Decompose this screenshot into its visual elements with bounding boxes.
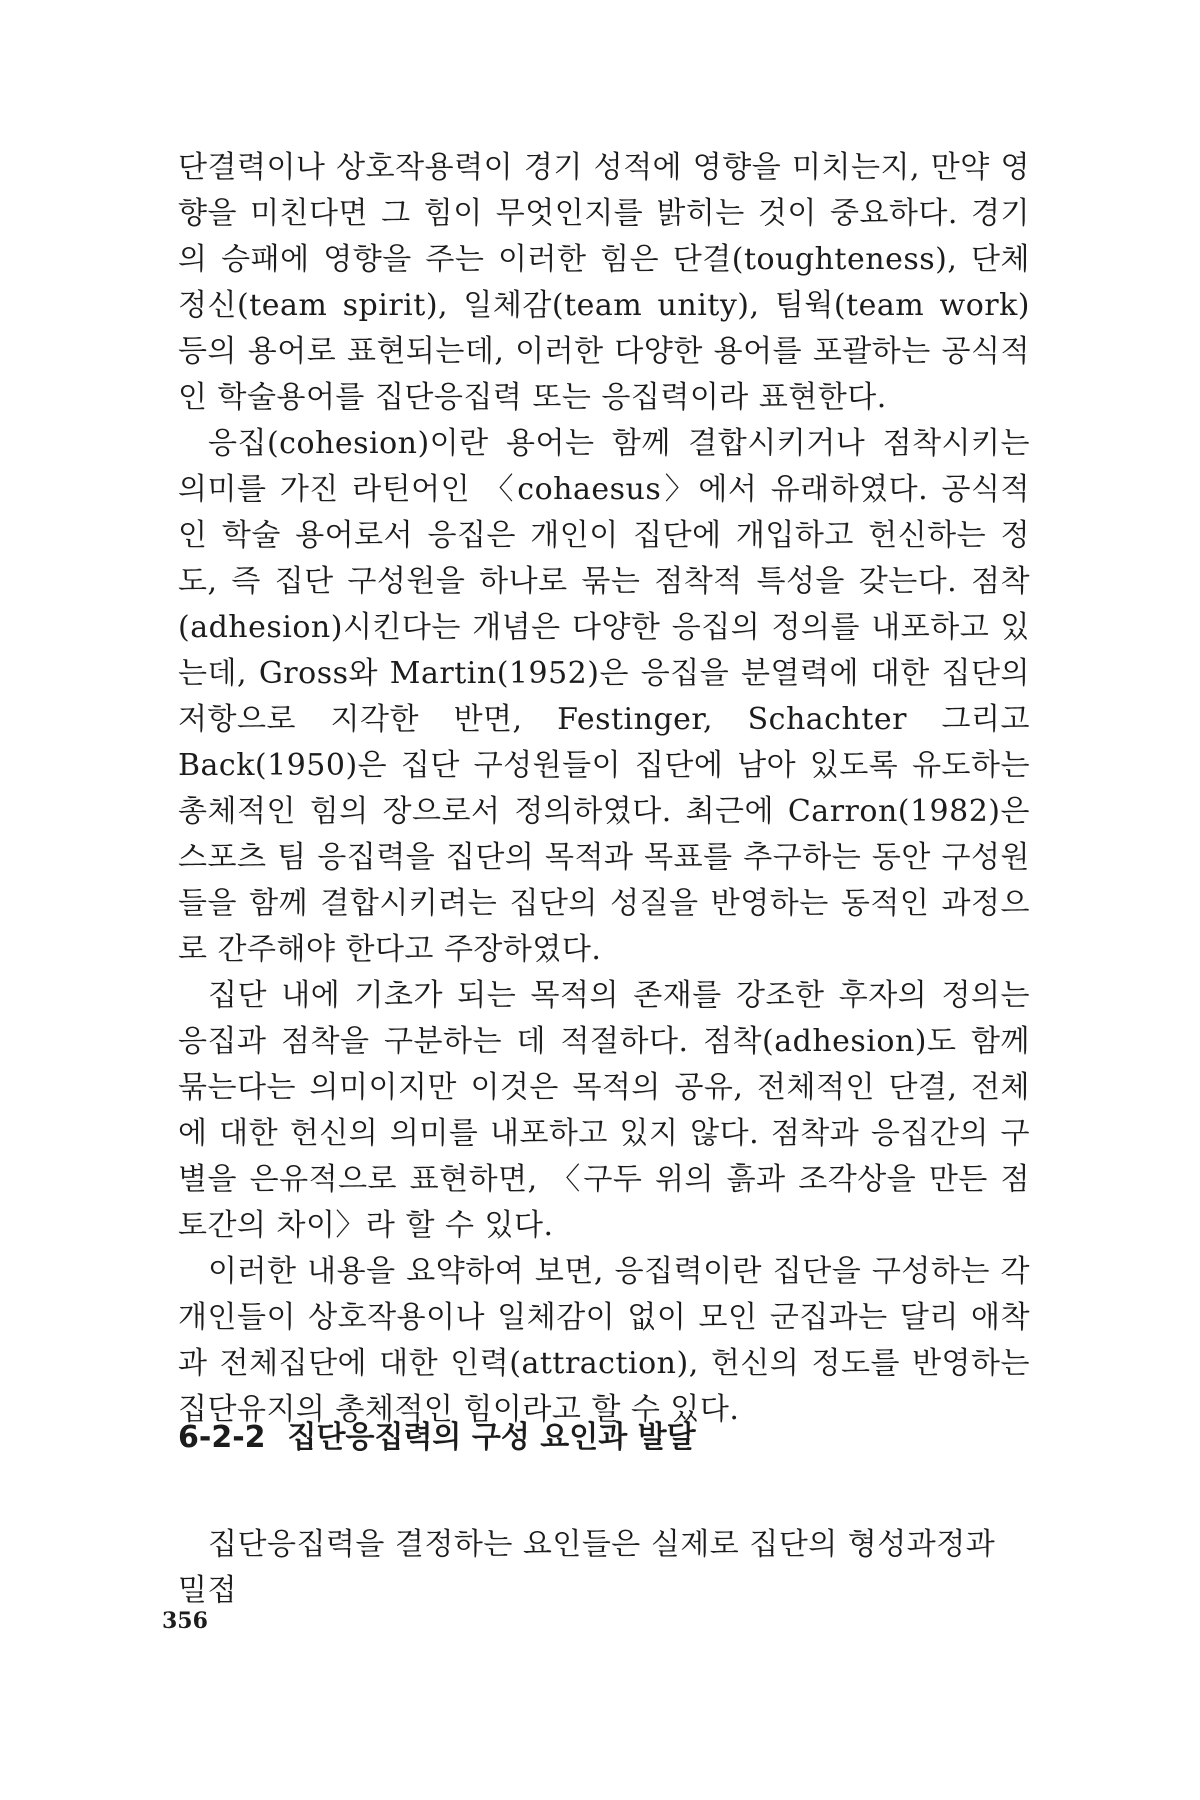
paragraph: 응집(cohesion)이란 용어는 함께 결합시키거나 점착시키는 의미를 가진 라틴어인 〈cohaesus〉에서 유래하였다. 공식적인 학술 용어로서 응집은 개인이 집단에 개입하고 헌신하는 정도, 즉 집단 구성원을 하나로 묶는 점착적 특성을 갖는다. 점착(adhesion)시킨다는 개념은 다양한 응집의 정의를 내포하고 있는데, Gross와 Martin(1952)은 응집을 분열력에 대한 집단의 저항으로 지각한 반면, Festinger, Schachter 그리고 Back(1950)은 집단 구성원들이 집단에 남아 있도록 유도하는 총체적인 힘의 장으로서 정의하였다. 최근에 Carron(1982)은 스포츠 팀 응집력을 집단의 목적과 목표를 추구하는 동안 구성원들을 함께 결합시키려는 집단의 성질을 반영하는 동적인 과정으로 간주해야 한다고 주장하였다. xyxy=(178,426,1030,967)
paragraph: 집단응집력을 결정하는 요인들은 실제로 집단의 형성과정과 밀접 xyxy=(178,1527,996,1608)
paragraph: 이러한 내용을 요약하여 보면, 응집력이란 집단을 구성하는 각 개인들이 상호작용이나 일체감이 없이 모인 군집과는 달리 애착과 전체집단에 대한 인력(attraction), 헌신의 정도를 반영하는 집단유지의 총체적인 힘이라고 할 수 있다. xyxy=(178,1254,1030,1427)
paragraph: 집단 내에 기초가 되는 목적의 존재를 강조한 후자의 정의는 응집과 점착을 구분하는 데 적절하다. 점착(adhesion)도 함께 묶는다는 의미이지만 이것은 목적의 공유, 전체적인 단결, 전체에 대한 헌신의 의미를 내포하고 있지 않다. 점착과 응집간의 구별을 은유적으로 표현하면, 〈구두 위의 흙과 조각상을 만든 점토간의 차이〉라 할 수 있다. xyxy=(178,978,1030,1243)
section-heading xyxy=(178,1418,1030,1458)
section-number: 6-2-2 xyxy=(178,1420,266,1455)
paragraph: 단결력이나 상호작용력이 경기 성적에 영향을 미치는지, 만약 영향을 미친다면 그 힘이 무엇인지를 밝히는 것이 중요하다. 경기의 승패에 영향을 주는 이러한 힘은 단결(toughteness), 단체정신(team spirit), 일체감(team unity), 팀웍(team work) 등의 용어로 표현되는데, 이러한 다양한 용어를 포괄하는 공식적인 학술용어를 집단응집력 또는 응집력이라 표현한다. xyxy=(178,150,1030,415)
page-number: 356 xyxy=(162,1608,208,1634)
body-text xyxy=(178,145,1030,1433)
section-title: 집단응집력의 구성 요인과 발달 xyxy=(287,1420,696,1455)
